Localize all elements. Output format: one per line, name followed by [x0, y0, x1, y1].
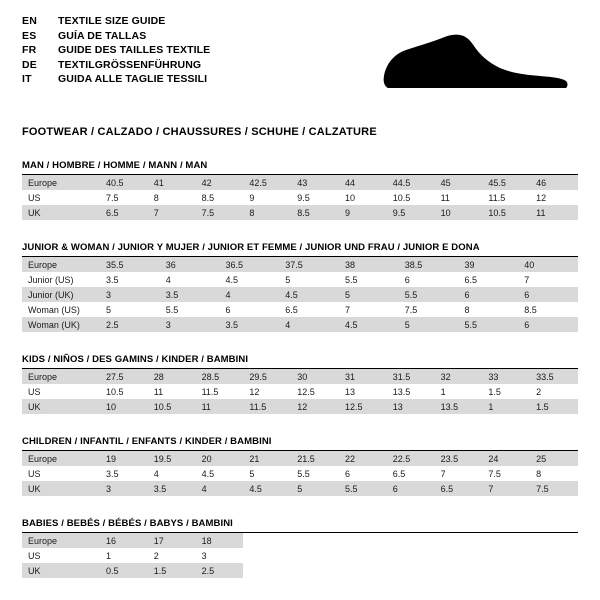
size-cell: 9 — [339, 205, 387, 220]
row-label: UK — [22, 205, 100, 220]
size-cell: 7.5 — [488, 468, 501, 479]
document-header — [22, 16, 578, 108]
size-cell: 36.5 — [220, 257, 280, 272]
size-cell: 31.5 — [387, 369, 435, 384]
size-cell: 6 — [459, 287, 519, 302]
size-cell: 3.5 — [160, 287, 220, 302]
size-cell: 8 — [464, 304, 470, 315]
size-cell: 5.5 — [297, 468, 310, 479]
size-cell: 42.5 — [243, 175, 291, 190]
size-cell: 5.5 — [459, 317, 519, 332]
size-cell: 37.5 — [279, 257, 339, 272]
size-table-body — [22, 533, 578, 578]
size-cell: 4 — [279, 317, 339, 332]
size-cell: 4.5 — [279, 287, 339, 302]
table-row — [22, 317, 578, 332]
table-row — [22, 302, 578, 317]
size-cell: 6 — [518, 287, 578, 302]
size-cell: 5 — [106, 304, 112, 315]
language-code: DE — [22, 58, 37, 71]
language-code: EN — [22, 15, 37, 27]
size-cell: 21.5 — [291, 451, 339, 466]
language-title: GUIDA ALLE TAGLIE TESSILI — [58, 73, 208, 85]
language-row — [22, 60, 210, 75]
size-cell: 1.5 — [488, 386, 501, 397]
size-cell: 8.5 — [291, 205, 339, 220]
table-row — [22, 481, 578, 496]
size-cell: 4 — [165, 274, 171, 285]
size-cell: 11 — [153, 386, 164, 397]
size-cell: 13.5 — [392, 386, 411, 397]
size-cell: 5 — [291, 481, 339, 496]
size-cell: 10.5 — [392, 192, 411, 203]
size-table-body — [22, 451, 578, 496]
size-cell: 44.5 — [387, 175, 435, 190]
table-row — [22, 548, 578, 563]
size-cell: 12.5 — [297, 386, 315, 397]
size-cell: 5.5 — [339, 481, 387, 496]
size-cell: 32 — [435, 369, 483, 384]
size-cell: 5.5 — [399, 287, 459, 302]
size-cell: 20 — [196, 451, 244, 466]
size-cell: 6 — [387, 481, 435, 496]
size-cell: 4 — [220, 287, 280, 302]
row-label: Woman (US) — [28, 304, 80, 315]
group-title: BABIES / BEBÉS / BÉBÉS / BABYS / BAMBINI — [22, 518, 233, 529]
language-row — [22, 16, 210, 31]
size-cell: 6 — [404, 274, 410, 285]
size-cell: 10.5 — [482, 205, 530, 220]
size-cell: 12 — [536, 192, 547, 203]
size-group-kids — [22, 354, 578, 414]
size-cell: 3 — [201, 550, 207, 561]
size-cell: 36 — [160, 257, 220, 272]
size-cell: 3.5 — [220, 317, 280, 332]
size-cell: 38.5 — [399, 257, 459, 272]
size-cell: 10.5 — [148, 399, 196, 414]
size-cell: 10 — [100, 399, 148, 414]
size-cell: 12.5 — [339, 399, 387, 414]
size-cell: 8.5 — [201, 192, 215, 203]
table-row — [22, 399, 578, 414]
size-cell: 3 — [100, 287, 160, 302]
size-cell: 22 — [339, 451, 387, 466]
size-cell: 40 — [518, 257, 578, 272]
size-cell: 7.5 — [196, 205, 244, 220]
size-cell: 41 — [148, 175, 196, 190]
size-cell: 21 — [243, 451, 291, 466]
size-table-babies — [22, 533, 578, 578]
size-table-body — [22, 369, 578, 414]
size-cell: 5 — [339, 287, 399, 302]
size-group-junior-woman — [22, 242, 578, 332]
language-title: TEXTILGRÖSSENFÜHRUNG — [58, 58, 202, 71]
size-cell: 5 — [249, 468, 255, 479]
size-cell: 6.5 — [392, 468, 406, 479]
size-cell: 25 — [530, 451, 578, 466]
empty-cell — [243, 563, 578, 578]
row-label: Junior (UK) — [22, 287, 100, 302]
table-row — [22, 287, 578, 302]
table-row — [22, 205, 578, 220]
size-table-body — [22, 257, 578, 332]
size-cell: 3.5 — [148, 481, 196, 496]
size-cell: 4 — [153, 468, 159, 479]
size-cell: 33 — [482, 369, 530, 384]
size-table-body — [22, 175, 578, 220]
size-cell: 13.5 — [435, 399, 483, 414]
group-title: KIDS / NIÑOS / DES GAMINS / KINDER / BAMBINI — [22, 354, 249, 365]
size-cell: 7.5 — [530, 481, 578, 496]
size-cell: 35.5 — [100, 257, 160, 272]
size-cell: 9 — [249, 192, 255, 203]
size-cell: 1.5 — [148, 563, 196, 578]
language-code: IT — [22, 73, 32, 85]
size-cell: 17 — [148, 533, 196, 548]
size-cell: 7 — [524, 274, 530, 285]
size-cell: 3.5 — [106, 274, 119, 285]
size-cell: 8 — [243, 205, 291, 220]
size-cell: 5.5 — [345, 274, 358, 285]
empty-cell — [243, 548, 578, 563]
size-group-man — [22, 160, 578, 220]
size-cell: 31 — [339, 369, 387, 384]
size-cell: 12 — [291, 399, 339, 414]
size-cell: 0.5 — [100, 563, 148, 578]
size-cell: 6 — [518, 317, 578, 332]
size-cell: 11.5 — [201, 386, 219, 397]
size-cell: 11 — [530, 205, 578, 220]
language-code: FR — [22, 44, 37, 56]
size-cell: 18 — [196, 533, 244, 548]
language-code: ES — [22, 29, 37, 42]
size-cell: 8.5 — [524, 304, 537, 315]
table-row — [22, 466, 578, 481]
size-cell: 5.5 — [165, 304, 179, 315]
size-cell: 6.5 — [285, 304, 298, 315]
size-cell: 43 — [291, 175, 339, 190]
size-cell: 1 — [440, 386, 446, 397]
size-cell: 13 — [387, 399, 435, 414]
language-row — [22, 45, 210, 60]
size-cell: 10 — [344, 192, 355, 203]
row-label: UK — [22, 563, 100, 578]
size-cell: 19.5 — [148, 451, 196, 466]
page-title: FOOTWEAR / CALZADO / CHAUSSURES / SCHUHE / CALZATURE — [22, 126, 377, 138]
size-cell: 27.5 — [100, 369, 148, 384]
size-cell: 10 — [435, 205, 483, 220]
size-cell: 23.5 — [435, 451, 483, 466]
row-label: US — [28, 192, 41, 203]
language-title-list — [22, 16, 210, 89]
size-cell: 3.5 — [106, 468, 119, 479]
language-title: TEXTILE SIZE GUIDE — [58, 15, 166, 27]
size-cell: 4.5 — [201, 468, 215, 479]
size-cell: 42 — [196, 175, 244, 190]
size-cell: 19 — [100, 451, 148, 466]
size-cell: 12 — [249, 386, 260, 397]
size-cell: 11 — [440, 192, 450, 203]
size-cell: 39 — [459, 257, 519, 272]
size-cell: 1 — [482, 399, 530, 414]
size-cell: 1.5 — [530, 399, 578, 414]
table-row — [22, 257, 578, 272]
size-cell: 16 — [100, 533, 148, 548]
row-label: UK — [22, 399, 100, 414]
size-cell: 8 — [153, 192, 159, 203]
size-cell: 28.5 — [196, 369, 244, 384]
table-row — [22, 369, 578, 384]
size-cell: 9.5 — [297, 192, 310, 203]
table-row — [22, 190, 578, 205]
row-label: Europe — [22, 369, 100, 384]
size-cell: 11 — [196, 399, 244, 414]
size-table-man — [22, 175, 578, 220]
language-title-body — [22, 16, 210, 89]
size-cell: 13 — [344, 386, 355, 397]
table-row — [22, 175, 578, 190]
size-cell: 7 — [148, 205, 196, 220]
size-cell: 6.5 — [100, 205, 148, 220]
size-cell: 2 — [536, 386, 542, 397]
size-cell: 1 — [106, 550, 112, 561]
size-cell: 11.5 — [488, 192, 506, 203]
size-cell: 5 — [285, 274, 291, 285]
size-cell: 5 — [399, 317, 459, 332]
table-row — [22, 451, 578, 466]
size-cell: 2.5 — [100, 317, 160, 332]
row-label: UK — [22, 481, 100, 496]
size-cell: 2.5 — [196, 563, 244, 578]
size-cell: 6.5 — [464, 274, 478, 285]
size-cell: 10.5 — [106, 386, 124, 397]
size-cell: 33.5 — [530, 369, 578, 384]
language-row — [22, 31, 210, 46]
row-label: US — [28, 386, 41, 397]
row-label: Woman (UK) — [22, 317, 100, 332]
empty-cell — [243, 533, 578, 548]
size-cell: 3 — [160, 317, 220, 332]
row-label: Europe — [22, 257, 100, 272]
table-row — [22, 272, 578, 287]
size-cell: 3 — [100, 481, 148, 496]
size-cell: 28 — [148, 369, 196, 384]
group-title: MAN / HOMBRE / HOMME / MANN / MAN — [22, 160, 208, 171]
size-cell: 7 — [482, 481, 530, 496]
language-title: GUÍA DE TALLAS — [58, 29, 147, 42]
size-table-kids — [22, 369, 578, 414]
row-label: Junior (US) — [28, 274, 74, 285]
size-cell: 11.5 — [243, 399, 291, 414]
size-cell: 7.5 — [106, 192, 119, 203]
group-title: CHILDREN / INFANTIL / ENFANTS / KINDER / BAMBINI — [22, 436, 272, 447]
size-cell: 7.5 — [404, 304, 418, 315]
size-cell: 7 — [440, 468, 446, 479]
size-cell: 22.5 — [387, 451, 435, 466]
dress-shoe-icon — [380, 28, 570, 100]
size-cell: 24 — [482, 451, 530, 466]
size-cell: 2 — [153, 550, 159, 561]
row-label: Europe — [22, 451, 100, 466]
size-cell: 6 — [225, 304, 231, 315]
size-cell: 45 — [435, 175, 483, 190]
size-cell: 29.5 — [243, 369, 291, 384]
size-cell: 8 — [536, 468, 542, 479]
size-group-babies — [22, 518, 578, 578]
row-label: Europe — [22, 175, 100, 190]
table-row — [22, 533, 578, 548]
size-cell: 38 — [339, 257, 399, 272]
size-cell: 6 — [344, 468, 350, 479]
size-cell: 9.5 — [387, 205, 435, 220]
row-label: US — [28, 468, 41, 479]
size-cell: 7 — [345, 304, 351, 315]
size-table-junior-woman — [22, 257, 578, 332]
table-row — [22, 384, 578, 399]
size-cell: 45.5 — [482, 175, 530, 190]
row-label: Europe — [22, 533, 100, 548]
size-cell: 6.5 — [435, 481, 483, 496]
language-title: GUIDE DES TAILLES TEXTILE — [58, 44, 211, 56]
group-title: JUNIOR & WOMAN / JUNIOR Y MUJER / JUNIOR ET FEMME / JUNIOR UND FRAU / JUNIOR E DONA — [22, 242, 480, 253]
size-group-children — [22, 436, 578, 496]
size-cell: 46 — [530, 175, 578, 190]
table-row — [22, 563, 578, 578]
size-cell: 40.5 — [100, 175, 148, 190]
size-cell: 4.5 — [225, 274, 239, 285]
row-label: US — [28, 550, 41, 561]
size-cell: 30 — [291, 369, 339, 384]
size-cell: 44 — [339, 175, 387, 190]
size-cell: 4.5 — [339, 317, 399, 332]
size-cell: 4.5 — [243, 481, 291, 496]
size-table-children — [22, 451, 578, 496]
size-cell: 4 — [196, 481, 244, 496]
language-row — [22, 74, 210, 89]
